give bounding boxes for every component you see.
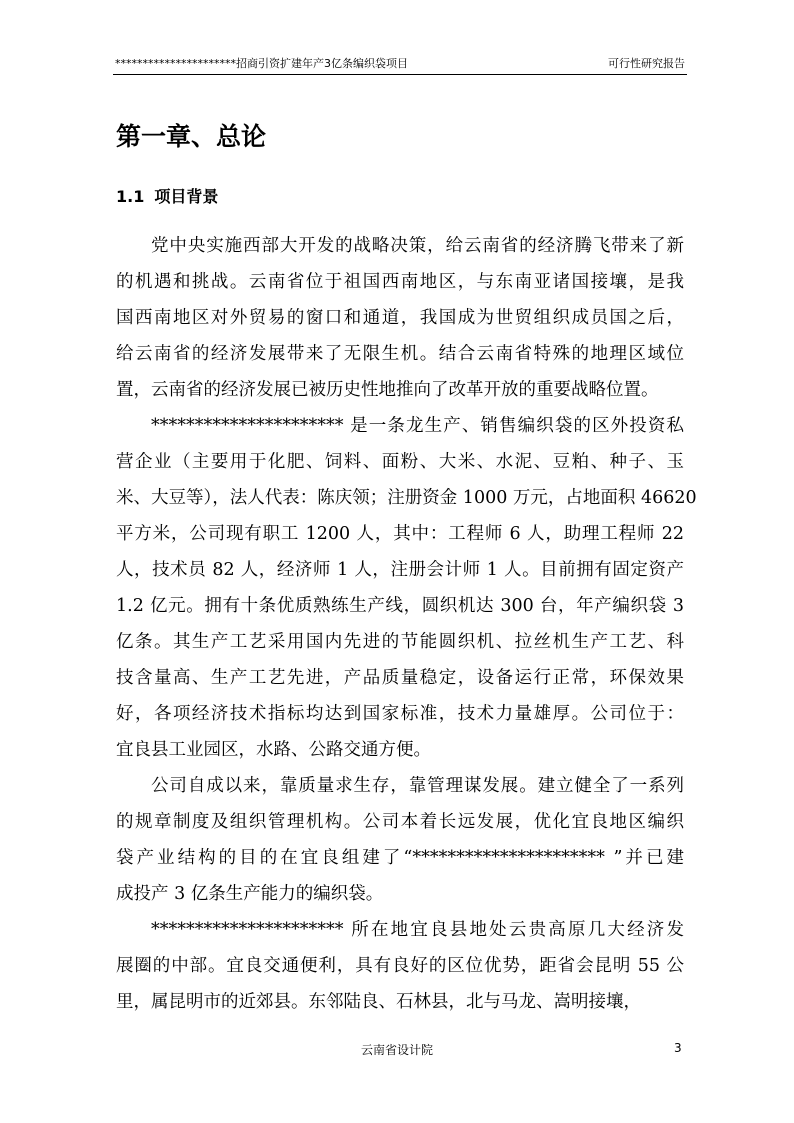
text-line: 袋产业结构的目的在宜良组建了“********************** ”并已建 (116, 848, 684, 868)
text-line: 1.2 亿元。拥有十条优质熟练生产线，圆织机达 300 台，年产编织袋 3 (116, 596, 684, 616)
text-line: 技含量高、生产工艺先进，产品质量稳定，设备运行正常，环保效果 (116, 668, 684, 688)
text-line: ********************** 所在地宜良县地处云贵高原几大经济发 (151, 920, 684, 940)
text-line: 米、大豆等），法人代表：陈庆领；注册资金 1000 万元，占地面积 46620 (116, 488, 697, 508)
text-line: 置，云南省的经济发展已被历史性地推向了改革开放的重要战略位置。 (116, 380, 659, 400)
text-line: 国西南地区对外贸易的窗口和通道，我国成为世贸组织成员国之后， (116, 308, 684, 328)
header-report-type: 可行性研究报告 (608, 57, 685, 70)
body-text (116, 228, 697, 1020)
paragraph (116, 912, 684, 1020)
footer-organization: 云南省设计院 (360, 1043, 433, 1057)
section-title: 项目背景 (154, 187, 219, 206)
text-line: 人，技术员 82 人，经济师 1 人，注册会计师 1 人。目前拥有固定资产 (116, 560, 684, 580)
text-line: 好，各项经济技术指标均达到国家标准，技术力量雄厚。公司位于： (116, 704, 684, 724)
paragraph (116, 228, 684, 408)
text-line: 亿条。其生产工艺采用国内先进的节能圆织机、拉丝机生产工艺、科 (116, 632, 684, 652)
text-line: 营企业（主要用于化肥、饲料、面粉、大米、水泥、豆粕、种子、玉 (116, 452, 684, 472)
text-line: 平方米，公司现有职工 1200 人，其中：工程师 6 人，助理工程师 22 (116, 524, 684, 544)
section-heading (116, 182, 218, 212)
text-line: 党中央实施西部大开发的战略决策，给云南省的经济腾飞带来了新 (151, 236, 684, 256)
text-line: ********************** 是一条龙生产、销售编织袋的区外投资私 (151, 416, 684, 436)
page-header (113, 56, 687, 75)
paragraph (116, 768, 684, 912)
paragraph (116, 408, 697, 768)
text-line: 宜良县工业园区，水路、公路交通方便。 (116, 740, 431, 760)
page-number: 3 (674, 1041, 682, 1055)
header-project-title: **********************招商引资扩建年产3亿条编织袋项目 (115, 57, 408, 70)
section-number: 1.1 (116, 187, 145, 206)
text-line: 公司自成以来，靠质量求生存，靠管理谋发展。建立健全了一系列 (151, 776, 684, 796)
text-line: 的规章制度及组织管理机构。公司本着长远发展，优化宜良地区编织 (116, 812, 684, 832)
chapter-title: 第一章、总论 (116, 122, 267, 151)
text-line: 给云南省的经济发展带来了无限生机。结合云南省特殊的地理区域位 (116, 344, 684, 364)
text-line: 里，属昆明市的近郊县。东邻陆良、石林县，北与马龙、嵩明接壤， (116, 992, 641, 1012)
text-line: 展圈的中部。宜良交通便利，具有良好的区位优势，距省会昆明 55 公 (116, 956, 684, 976)
text-line: 的机遇和挑战。云南省位于祖国西南地区，与东南亚诸国接壤，是我 (116, 272, 684, 292)
text-line: 成投产 3 亿条生产能力的编织袋。 (116, 884, 384, 904)
